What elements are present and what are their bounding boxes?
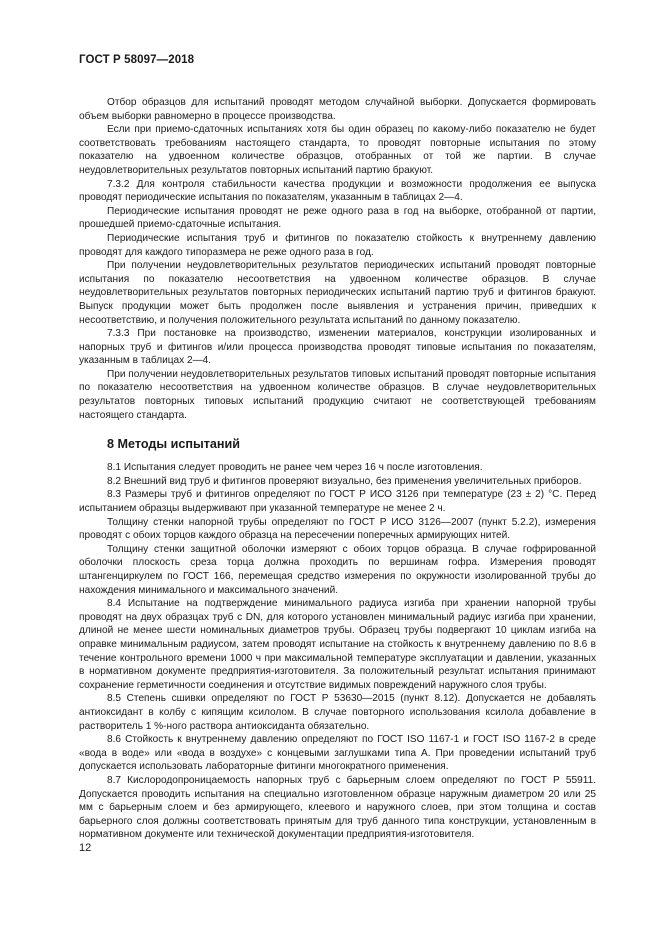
paragraph-acceptance-retest: Если при приемо-сдаточных испытаниях хотя бы один образец по какому-либо показателю не будет соответствовать требованиям настоящего стандарта, то проводят повторные испытания по этому показателю на удвоенном количестве образцов, отобранных от той же партии. В случае неудовлетворительных результатов повторных испытаний партию бракуют.: [79, 124, 596, 176]
paragraph-8-5: 8.5 Степень сшивки определяют по ГОСТ Р 53630—2015 (пункт 8.12). Допускается не добавлять антиоксидант в колбу с кипящим ксилолом. В случае повторного использования ксилола добавление в растворитель 1 %-ного раствора антиоксиданта обязательно.: [79, 693, 596, 732]
paragraph-sampling: Отбор образцов для испытаний проводят методом случайной выборки. Допускается формировать объем выборки равномерно в процессе производства.: [79, 97, 596, 122]
paragraph-shell-thickness: Толщину стенки защитной оболочки измеряют с обоих торцов образца. В случае гофрированной оболочки плоскость среза торца должна проходить по вершинам гофра. Измерения проводят штангенциркулем по ГОСТ 166, перемещая средство измерения по окружности изолированной трубы до нахождения минимального и максимального значений.: [79, 543, 596, 596]
paragraph-8-3: 8.3 Размеры труб и фитингов определяют по ГОСТ Р ИСО 3126 при температуре (23 ± 2) °С. Перед испытанием образцы выдерживают при указанной температуре не менее 2 ч.: [79, 489, 596, 515]
paragraph-8-1: 8.1 Испытания следует проводить не ранее чем через 16 ч после изготовления.: [107, 462, 483, 474]
paragraph-8-6: 8.6 Стойкость к внутреннему давлению определяют по ГОСТ ISO 1167-1 и ГОСТ ISO 1167-2 в среде «вода в воде» или «вода в воздухе» с концевыми заглушками типа А. При проведении испытаний труб допускается использовать лабораторные фитинги многократного применения.: [79, 734, 596, 773]
paragraph-periodic-pressure: Периодические испытания труб и фитингов по показателю стойкость к внутреннему давлению проводят для каждого типоразмера не реже одного раза в год.: [79, 232, 596, 258]
section-title: 8 Методы испытаний: [107, 437, 240, 452]
paragraph-wall-thickness: Толщину стенки напорной трубы определяют по ГОСТ Р ИСО 3126—2007 (пункт 5.2.2), измерения проводят с обоих торцов каждого образца на пересечении поперечных армирующих нитей.: [79, 516, 596, 542]
paragraph-type-retest: При получении неудовлетворительных результатов типовых испытаний проводят повторные испытания по показателю несоответствия на удвоенном количестве образцов. В случае неудовлетворительных результатов повторных типовых испытаний продукцию считают не соответствующей требованиям настоящего стандарта.: [79, 368, 596, 421]
paragraph-7-3-2: 7.3.2 Для контроля стабильности качества продукции и возможности продолжения ее выпуска проводят периодические испытания по показателям, указанным в таблицах 2—4.: [79, 178, 596, 204]
paragraph-7-3-3: 7.3.3 При постановке на производство, изменении материалов, конструкции изолированных и напорных труб и фитингов и/или процесса производства проводят типовые испытания по показателям, указанным в таблицах 2—4.: [79, 328, 596, 367]
paragraph-8-2: 8.2 Внешний вид труб и фитингов проверяют визуально, без применения увеличительных приборов.: [107, 475, 582, 487]
page-number: 12: [79, 842, 92, 854]
paragraph-periodic-frequency: Периодические испытания проводят не реже одного раза в год на выборке, отобранной от партии, прошедшей приемо-сдаточные испытания.: [79, 205, 596, 231]
paragraph-8-4: 8.4 Испытание на подтверждение минимального радиуса изгиба при хранении напорной трубы проводят на двух образцах труб с DN, для которого установлен минимальный радиус изгиба при хранении, длиной не менее шести номинальных диаметров трубы. Образец трубы подвергают 10 циклам изгиба на оправке минимальным радиусом, затем проводят испытание на стойкость к внутреннему давлению по 8.6 в течение контрольного времени 1000 ч при максимальной температуре эксплуатации и давлении, указанных в нормативном документе предприятия-изготовителя. За положительный результат испытания принимают сохранение герметичности соединения и отсутствие видимых повреждений наружного слоя трубы.: [79, 598, 596, 691]
paragraph-8-7: 8.7 Кислородопроницаемость напорных труб с барьерным слоем определяют по ГОСТ Р 55911. Допускается проводить испытания на специально изготовленном образце наружным диаметром 20 или 25 мм с барьерным слоем и без армирующего, клеевого и наружного слоев, при этом толщина и состав барьерного слоя должны соответствовать принятым для труб данного типа конструкции, установленным в нормативном документе или технической документации предприятия-изготовителя.: [79, 774, 596, 841]
document-body: [79, 96, 596, 842]
paragraph-periodic-retest: При получении неудовлетворительных результатов периодических испытаний проводят повторные испытания по показателю несоответствия на удвоенном количестве образцов. В случае неудовлетворительных результатов повторных периодических испытаний партию труб и фитингов бракуют. Выпуск продукции может быть продолжен после выявления и устранения причин, приведших к несоответствию, и получения положительного результата испытаний по данному показателю.: [79, 260, 596, 326]
document-header: ГОСТ Р 58097—2018: [79, 54, 195, 66]
